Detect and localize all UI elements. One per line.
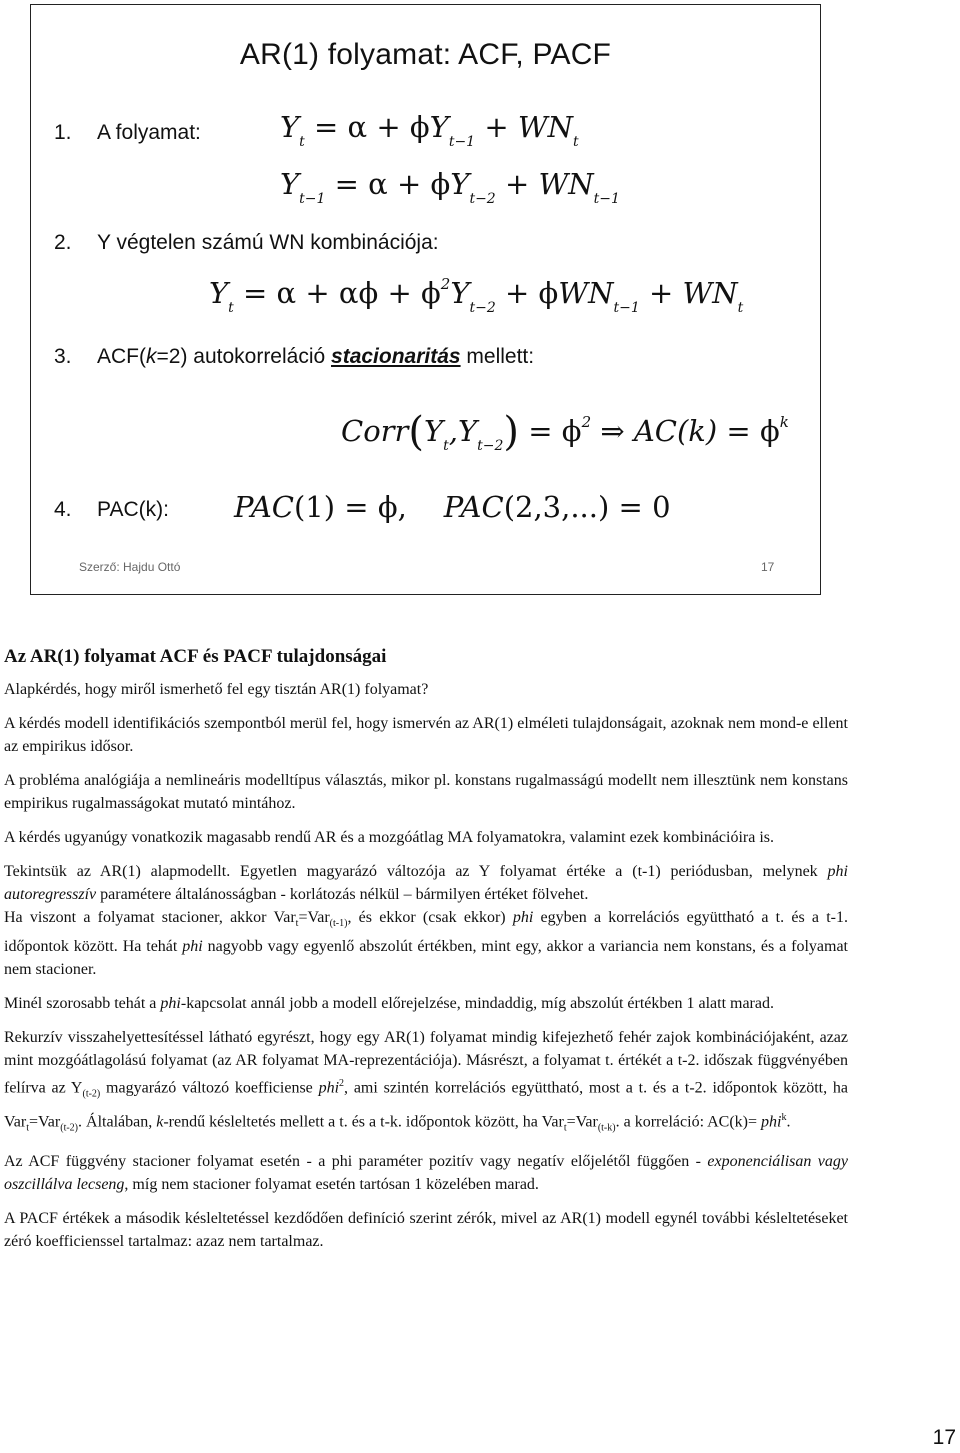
text-sub: t xyxy=(26,1122,29,1134)
item-label-part: mellett: xyxy=(460,345,535,368)
paragraph-5 xyxy=(4,860,848,906)
slide-item-3 xyxy=(54,345,534,369)
text-run: , míg nem stacioner folyamat esetén tartósan 1 közelében marad. xyxy=(124,1176,539,1194)
text-run: , és ekkor (csak ekkor) xyxy=(347,909,513,926)
text-run: nagyobb vagy egyenlő abszolút értékben, mint egy, akkor a variancia nem konstans, és a folyamat nem stacioner. xyxy=(4,938,848,979)
formula-corr: $Corr(Y_t,Y_{t-2}) = \phi^2$ ⇒ $AC(k) = \phi^k$ xyxy=(341,409,789,455)
text-run: =Var xyxy=(29,1113,61,1131)
text-italic: phi xyxy=(318,1079,340,1097)
text-run: . xyxy=(786,1113,791,1131)
slide-item-4 xyxy=(54,498,169,522)
text-run: magyarázó változó koefficiense xyxy=(100,1079,319,1097)
text-sub: (t-k) xyxy=(597,1122,616,1134)
item-number: 2. xyxy=(54,231,72,254)
item-number: 4. xyxy=(54,498,72,521)
slide-item-2 xyxy=(54,231,439,255)
text-run: Tekintsük az AR(1) alapmodellt. Egyetlen magyarázó változója az Y folyamat értéke a (t-1) periódusban, melynek xyxy=(4,863,828,880)
item-label: Y végtelen számú WN kombinációja: xyxy=(97,231,439,254)
item-number: 3. xyxy=(54,345,72,368)
text-run: -rendű késleltetés mellett a t. és a t-k. időpontok között, ha Var xyxy=(163,1113,564,1131)
text-sup: 2 xyxy=(339,1078,345,1090)
item-label: PAC(k): xyxy=(97,498,169,521)
paragraph-7 xyxy=(4,992,848,1015)
text-sub: (t-1) xyxy=(329,918,348,930)
text-italic: phi xyxy=(160,995,181,1013)
text-run: egyben a korrelációs együttható a t. és a t-1. időpontok között. Ha tehát xyxy=(4,909,849,956)
slide-title: AR(1) folyamat: ACF, PACF xyxy=(239,38,612,71)
text-sup: k xyxy=(781,1111,787,1123)
page-number: 17 xyxy=(932,1426,956,1449)
text-sub: t xyxy=(563,1122,567,1134)
text-run: -kapcsolat annál jobb a modell előrejelzése, mindaddig, míg abszolút értékben 1 alatt marad. xyxy=(180,995,774,1013)
paragraph-1: Alapkérdés, hogy miről ismerhető fel egy tisztán AR(1) folyamat? xyxy=(4,681,429,698)
article-body xyxy=(4,644,848,1264)
text-italic: phi xyxy=(182,938,203,956)
item-number: 1. xyxy=(54,121,72,144)
text-run: , ami szintén korrelációs együttható, most a t. és a t-2. időpontok között, ha Var xyxy=(4,1079,849,1131)
slide-item-1 xyxy=(54,121,201,145)
text-run: =Var xyxy=(298,909,330,926)
text-run: =Var xyxy=(566,1113,598,1131)
item-label: A folyamat: xyxy=(97,121,201,144)
formula-pac: PAC(1) = ϕ, PAC(2,3,...) = 0 xyxy=(234,490,671,524)
section-heading: Az AR(1) folyamat ACF és PACF tulajdonságai xyxy=(4,646,387,667)
slide-image xyxy=(30,4,821,595)
formula-expansion: $Y_t = \alpha + \alpha\phi + \phi^2Y_{t-2} + \phi WN_{t-1} + WN_t$ xyxy=(209,275,744,316)
text-run: Az ACF függvény stacioner folyamat esetén - a phi paraméter pozitív vagy negatív előjelétől függően - xyxy=(4,1153,708,1171)
slide-number: 17 xyxy=(761,560,775,574)
stacionaritas-emphasis: stacionaritás xyxy=(331,345,461,368)
text-run: Minél szorosabb tehát a xyxy=(4,995,161,1013)
text-italic: phi xyxy=(512,909,534,926)
text-run: . a korreláció: AC(k)= xyxy=(615,1113,762,1131)
text-run: paramétere általánosságban - korlátozás nélkül – bármilyen értéket fölvehet. xyxy=(96,886,589,903)
text-italic: exponenciálisan vagy oszcillálva lecseng xyxy=(4,1153,849,1194)
text-italic: k xyxy=(156,1113,164,1131)
slide-author: Szerző: Hajdu Ottó xyxy=(79,560,181,574)
text-run: Rekurzív visszahelyettesítéssel látható egyrészt, hogy egy AR(1) folyamat mindig kifejezhető fehér zajok kombinációjaként, azaz mint mozgóátlagolású folyamat (az AR folyamat MA-reprezentációja). Másrészt, a folyamat t. értékét a t-2. időszak függvényében felírva az Y xyxy=(4,1029,848,1097)
paragraph-10: A PACF értékek a második késleltetéssel kezdődően definíció szerint zérók, mivel az AR(1) modell egynél további késleltetéseket zéró koefficienssel tartalmaz: azaz nem tartalmaz. xyxy=(4,1210,848,1251)
paragraph-2: A kérdés modell identifikációs szempontból merül fel, hogy ismervén az AR(1) elméleti tulajdonságait, azoknak nem mond-e ellent az empirikus idősor. xyxy=(4,715,848,755)
text-italic: phi xyxy=(761,1113,782,1131)
formula-yt1: $Y_{t-1} = \alpha + \phi Y_{t-2} + WN_{t-1}$ xyxy=(280,167,620,207)
text-run: . Általában, xyxy=(78,1113,157,1131)
paragraph-6 xyxy=(4,906,848,981)
text-italic: phi autoregresszív xyxy=(4,863,848,903)
paragraph-4: A kérdés ugyanúgy vonatkozik magasabb rendű AR és a mozgóátlag MA folyamatokra, valamint ezek kombinációira is. xyxy=(4,829,775,846)
paragraph-8 xyxy=(4,1026,848,1139)
text-sub: (t-2) xyxy=(82,1088,101,1100)
formula-yt: $Y_t = \alpha + \phi Y_{t-1} + WN_t$ xyxy=(280,110,579,150)
item-label-part: ACF( xyxy=(97,345,146,368)
paragraph-3: A probléma analógiája a nemlineáris modelltípus választás, mikor pl. konstans rugalmasságú modellt nem illesztünk nem konstans empirikus rugalmasságokat mutató mintához. xyxy=(4,772,848,812)
text-run: Ha viszont a folyamat stacioner, akkor Var xyxy=(4,909,296,926)
text-sub: (t-2) xyxy=(60,1122,79,1134)
item-label-k: k xyxy=(146,345,157,368)
item-label-part: =2) autokorreláció xyxy=(156,345,332,368)
text-sub: t xyxy=(295,918,299,930)
paragraph-9 xyxy=(4,1150,848,1196)
